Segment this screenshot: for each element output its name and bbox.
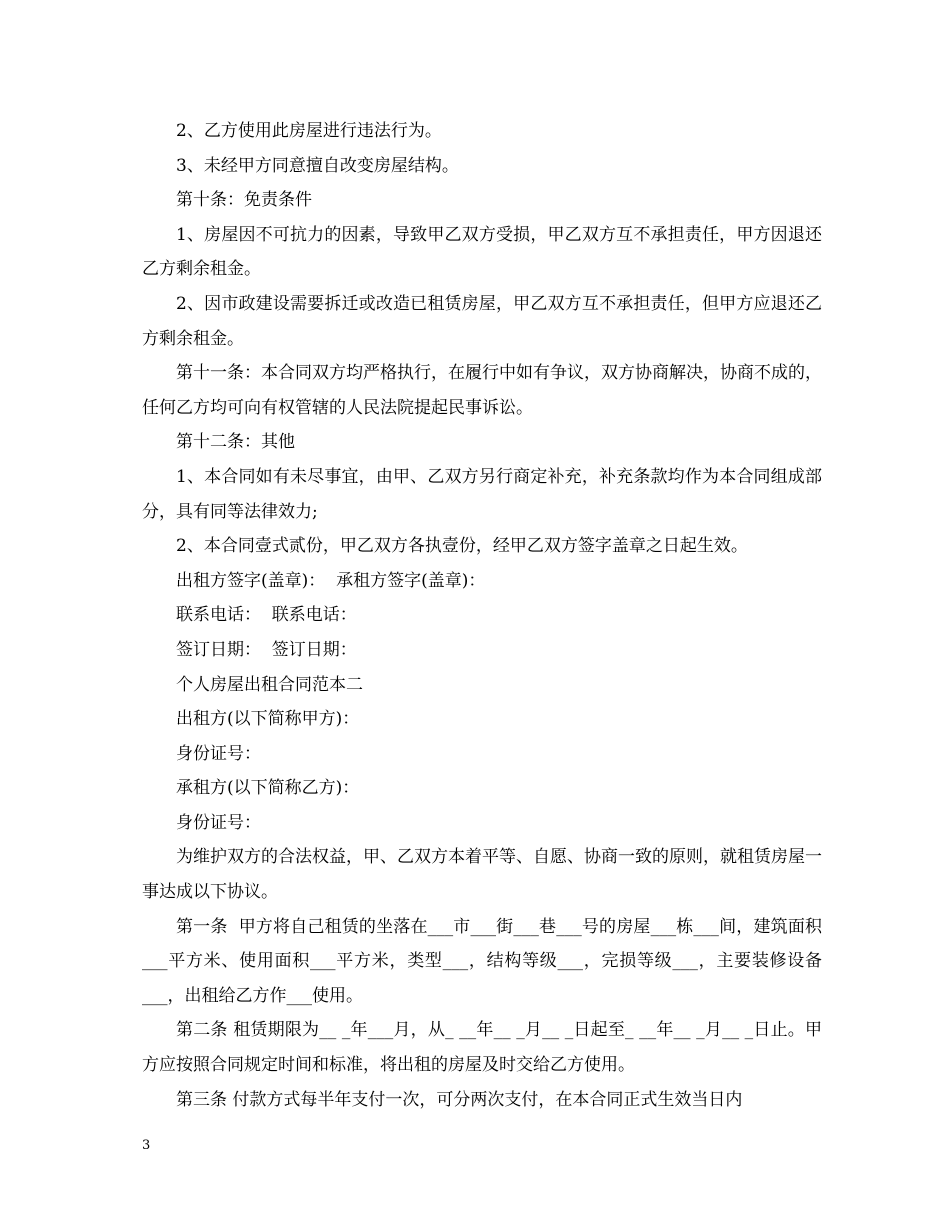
page-number: 3	[142, 1138, 151, 1153]
heading-clause-10: 第十条：免责条件	[176, 190, 312, 211]
paragraph-article-1: 第一条 甲方将自己租赁的坐落在___市___街___巷___号的房屋___栋___间，建筑面积___平方米、使用面积___平方米，类型___，结构等级___，完损等级___，主要装修设备___，出租给乙方作___使用。	[142, 916, 822, 1006]
lessee-id-field: 身份证号：	[176, 812, 261, 833]
paragraph-clause-10-item-1: 1、房屋因不可抗力的因素，导致甲乙双方受损，甲乙双方互不承担责任，甲方因退还乙方剩余租金。	[142, 224, 822, 280]
heading-clause-12: 第十二条：其他	[176, 432, 295, 453]
signature-line: 出租方签字(盖章)： 承租方签字(盖章)：	[176, 570, 486, 591]
paragraph-clause-10-item-2: 2、因市政建设需要拆迁或改造已租赁房屋，甲乙双方互不承担责任，但甲方应退还乙方剩余租金。	[142, 293, 822, 349]
template-two-title: 个人房屋出租合同范本二	[176, 674, 363, 695]
paragraph-clause-12-item-1: 1、本合同如有未尽事宜，由甲、乙双方另行商定补充，补充条款均作为本合同组成部分，具有同等法律效力;	[142, 466, 822, 522]
lessor-id-field: 身份证号：	[176, 743, 261, 764]
document-body	[142, 114, 822, 1117]
paragraph-clause-9-item-3: 3、未经甲方同意擅自改变房屋结构。	[176, 155, 459, 176]
lessee-field: 承租方(以下简称乙方)：	[176, 778, 360, 799]
paragraph-clause-9-item-2: 2、乙方使用此房屋进行违法行为。	[176, 121, 442, 141]
phone-line: 联系电话： 联系电话：	[176, 605, 357, 626]
lessor-field: 出租方(以下简称甲方)：	[176, 709, 360, 730]
paragraph-article-2: 第二条 租赁期限为__ _年___月，从_ __年__ _月__ _日起至_ __年__ _月__ _日止。甲方应按照合同规定时间和标准，将出租的房屋及时交给乙方使用。	[142, 1020, 822, 1076]
date-line: 签订日期： 签订日期：	[176, 639, 357, 660]
paragraph-clause-12-item-2: 2、本合同壹式贰份，甲乙双方各执壹份，经甲乙双方签字盖章之日起生效。	[176, 536, 748, 557]
paragraph-article-3: 第三条 付款方式每半年支付一次，可分两次支付，在本合同正式生效当日内	[176, 1089, 743, 1110]
paragraph-clause-11: 第十一条：本合同双方均严格执行，在履行中如有争议，双方协商解决，协商不成的，任何乙方均可向有权管辖的人民法院提起民事诉讼。	[142, 363, 822, 418]
paragraph-preamble: 为维护双方的合法权益，甲、乙双方本着平等、自愿、协商一致的原则，就租赁房屋一事达成以下协议。	[142, 847, 822, 903]
